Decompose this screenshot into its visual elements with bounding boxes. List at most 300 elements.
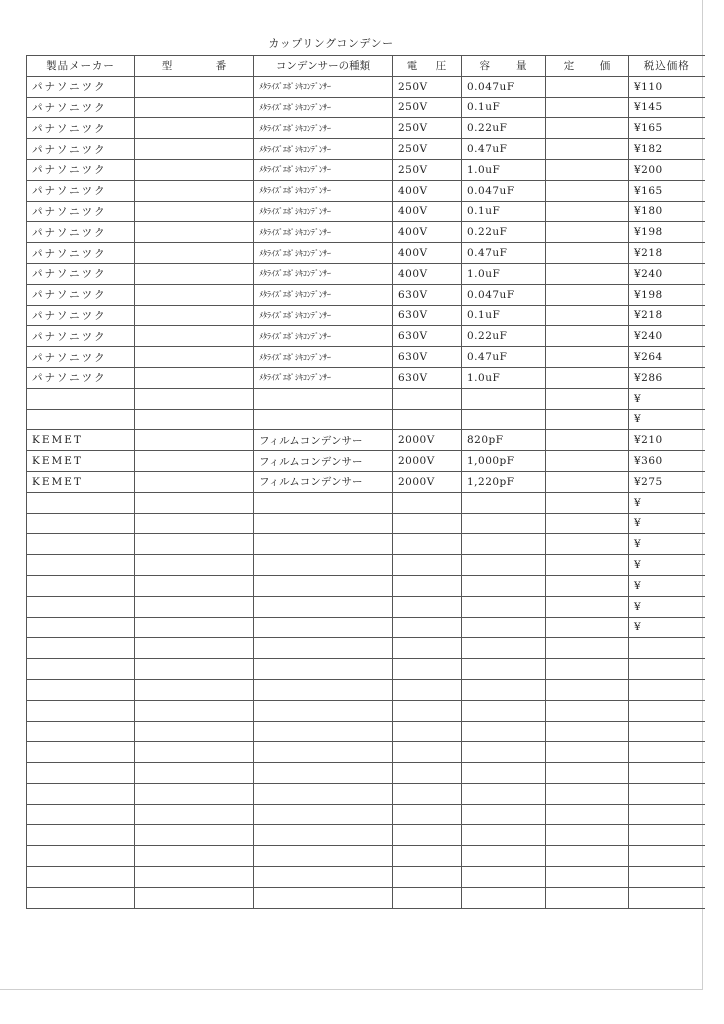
- table-row: [27, 305, 705, 326]
- list-price-cell: [546, 555, 629, 576]
- table-row: [27, 284, 705, 305]
- header-maker: 製品メーカー: [27, 56, 135, 77]
- model-cell: [135, 555, 254, 576]
- voltage-cell: 250V: [393, 76, 462, 97]
- kind-cell: [254, 804, 393, 825]
- table-row: [27, 700, 705, 721]
- voltage-cell: 250V: [393, 159, 462, 180]
- price-cell: [629, 638, 705, 659]
- voltage-cell: [393, 804, 462, 825]
- header-voltage-b: 圧: [435, 60, 448, 73]
- maker-cell: パナソニツク: [27, 243, 135, 264]
- table-row: [27, 846, 705, 867]
- price-cell: ¥218: [629, 243, 705, 264]
- header-capacity-a: 容: [479, 60, 491, 73]
- maker-cell: パナソニツク: [27, 76, 135, 97]
- table-row: [27, 783, 705, 804]
- price-cell: ¥: [629, 513, 705, 534]
- maker-cell: パナソニツク: [27, 326, 135, 347]
- model-cell: [135, 305, 254, 326]
- table-row: [27, 887, 705, 908]
- model-cell: [135, 139, 254, 160]
- kind-cell: [254, 492, 393, 513]
- voltage-cell: 630V: [393, 284, 462, 305]
- list-price-cell: [546, 284, 629, 305]
- model-cell: [135, 347, 254, 368]
- kind-cell: ﾒﾀﾗｲｽﾞｴﾎﾟｼｷｺﾝﾃﾞﾝｻｰ: [254, 201, 393, 222]
- list-price-cell: [546, 243, 629, 264]
- list-price-cell: [546, 367, 629, 388]
- maker-cell: パナソニツク: [27, 367, 135, 388]
- maker-cell: パナソニツク: [27, 201, 135, 222]
- price-cell: [629, 825, 705, 846]
- list-price-cell: [546, 721, 629, 742]
- price-cell: ¥: [629, 555, 705, 576]
- voltage-cell: 2000V: [393, 451, 462, 472]
- kind-cell: ﾒﾀﾗｲｽﾞｴﾎﾟｼｷｺﾝﾃﾞﾝｻｰ: [254, 347, 393, 368]
- header-voltage: [393, 56, 462, 77]
- capacity-cell: 0.47uF: [462, 139, 546, 160]
- voltage-cell: [393, 388, 462, 409]
- voltage-cell: [393, 700, 462, 721]
- list-price-cell: [546, 513, 629, 534]
- kind-cell: [254, 409, 393, 430]
- voltage-cell: [393, 638, 462, 659]
- table-row: [27, 763, 705, 784]
- capacity-cell: 0.47uF: [462, 243, 546, 264]
- kind-cell: ﾒﾀﾗｲｽﾞｴﾎﾟｼｷｺﾝﾃﾞﾝｻｰ: [254, 243, 393, 264]
- list-price-cell: [546, 742, 629, 763]
- table-row: [27, 492, 705, 513]
- list-price-cell: [546, 326, 629, 347]
- price-cell: [629, 763, 705, 784]
- header-list-a: 定: [563, 60, 575, 73]
- kind-cell: ﾒﾀﾗｲｽﾞｴﾎﾟｼｷｺﾝﾃﾞﾝｻｰ: [254, 97, 393, 118]
- kind-cell: ﾒﾀﾗｲｽﾞｴﾎﾟｼｷｺﾝﾃﾞﾝｻｰ: [254, 263, 393, 284]
- kind-cell: [254, 887, 393, 908]
- maker-cell: [27, 492, 135, 513]
- table-row: [27, 388, 705, 409]
- table-row: [27, 409, 705, 430]
- price-cell: ¥145: [629, 97, 705, 118]
- voltage-cell: [393, 575, 462, 596]
- maker-cell: [27, 638, 135, 659]
- kind-cell: [254, 742, 393, 763]
- capacity-cell: [462, 700, 546, 721]
- kind-cell: [254, 679, 393, 700]
- voltage-cell: 250V: [393, 97, 462, 118]
- table-row: [27, 367, 705, 388]
- kind-cell: [254, 555, 393, 576]
- table-row: [27, 180, 705, 201]
- list-price-cell: [546, 76, 629, 97]
- model-cell: [135, 326, 254, 347]
- list-price-cell: [546, 430, 629, 451]
- table-row: [27, 742, 705, 763]
- table-row: [27, 721, 705, 742]
- voltage-cell: [393, 867, 462, 888]
- voltage-cell: 630V: [393, 326, 462, 347]
- kind-cell: ﾒﾀﾗｲｽﾞｴﾎﾟｼｷｺﾝﾃﾞﾝｻｰ: [254, 159, 393, 180]
- maker-cell: パナソニツク: [27, 97, 135, 118]
- capacity-cell: 1,220pF: [462, 471, 546, 492]
- list-price-cell: [546, 451, 629, 472]
- list-price-cell: [546, 347, 629, 368]
- kind-cell: ﾒﾀﾗｲｽﾞｴﾎﾟｼｷｺﾝﾃﾞﾝｻｰ: [254, 305, 393, 326]
- kind-cell: フィルムコンデンサー: [254, 471, 393, 492]
- price-cell: ¥: [629, 617, 705, 638]
- capacity-cell: 0.22uF: [462, 222, 546, 243]
- voltage-cell: [393, 617, 462, 638]
- model-cell: [135, 243, 254, 264]
- kind-cell: [254, 534, 393, 555]
- kind-cell: [254, 846, 393, 867]
- model-cell: [135, 721, 254, 742]
- capacity-cell: [462, 783, 546, 804]
- model-cell: [135, 492, 254, 513]
- maker-cell: パナソニツク: [27, 180, 135, 201]
- table-row: [27, 804, 705, 825]
- price-cell: ¥: [629, 596, 705, 617]
- list-price-cell: [546, 617, 629, 638]
- list-price-cell: [546, 409, 629, 430]
- table-row: [27, 513, 705, 534]
- model-cell: [135, 451, 254, 472]
- list-price-cell: [546, 659, 629, 680]
- header-model-a: 型: [161, 60, 173, 73]
- list-price-cell: [546, 180, 629, 201]
- table-row: [27, 825, 705, 846]
- kind-cell: [254, 867, 393, 888]
- header-price: 税込価格: [629, 56, 705, 77]
- price-cell: ¥110: [629, 76, 705, 97]
- table-row: [27, 471, 705, 492]
- capacity-cell: 0.047uF: [462, 180, 546, 201]
- model-cell: [135, 783, 254, 804]
- price-cell: [629, 804, 705, 825]
- model-cell: [135, 118, 254, 139]
- model-cell: [135, 263, 254, 284]
- price-cell: ¥200: [629, 159, 705, 180]
- voltage-cell: [393, 596, 462, 617]
- capacity-cell: 0.047uF: [462, 76, 546, 97]
- model-cell: [135, 763, 254, 784]
- header-model: [135, 56, 254, 77]
- price-cell: ¥: [629, 492, 705, 513]
- table-row: [27, 679, 705, 700]
- capacity-cell: 820pF: [462, 430, 546, 451]
- list-price-cell: [546, 846, 629, 867]
- model-cell: [135, 97, 254, 118]
- maker-cell: [27, 596, 135, 617]
- list-price-cell: [546, 305, 629, 326]
- voltage-cell: 400V: [393, 243, 462, 264]
- maker-cell: [27, 679, 135, 700]
- voltage-cell: [393, 555, 462, 576]
- price-cell: ¥240: [629, 263, 705, 284]
- capacity-cell: 1.0uF: [462, 367, 546, 388]
- table-row: [27, 575, 705, 596]
- price-cell: [629, 867, 705, 888]
- capacity-cell: [462, 825, 546, 846]
- model-cell: [135, 180, 254, 201]
- price-cell: ¥182: [629, 139, 705, 160]
- price-cell: ¥264: [629, 347, 705, 368]
- kind-cell: ﾒﾀﾗｲｽﾞｴﾎﾟｼｷｺﾝﾃﾞﾝｻｰ: [254, 222, 393, 243]
- model-cell: [135, 804, 254, 825]
- voltage-cell: [393, 783, 462, 804]
- capacity-cell: 0.47uF: [462, 347, 546, 368]
- header-voltage-a: 電: [406, 60, 419, 73]
- model-cell: [135, 825, 254, 846]
- voltage-cell: [393, 659, 462, 680]
- price-cell: [629, 679, 705, 700]
- list-price-cell: [546, 700, 629, 721]
- table-header: [27, 56, 705, 77]
- list-price-cell: [546, 471, 629, 492]
- maker-cell: [27, 388, 135, 409]
- voltage-cell: [393, 513, 462, 534]
- header-kind: コンデンサーの種類: [254, 56, 393, 77]
- model-cell: [135, 513, 254, 534]
- list-price-cell: [546, 679, 629, 700]
- price-cell: ¥275: [629, 471, 705, 492]
- maker-cell: KEMET: [27, 451, 135, 472]
- kind-cell: フィルムコンデンサー: [254, 451, 393, 472]
- kind-cell: [254, 700, 393, 721]
- capacity-cell: [462, 596, 546, 617]
- price-cell: ¥: [629, 388, 705, 409]
- voltage-cell: [393, 409, 462, 430]
- voltage-cell: 250V: [393, 118, 462, 139]
- kind-cell: [254, 596, 393, 617]
- price-cell: ¥180: [629, 201, 705, 222]
- list-price-cell: [546, 201, 629, 222]
- page-title: カップリングコンデンー: [268, 37, 394, 50]
- maker-cell: パナソニツク: [27, 305, 135, 326]
- header-capacity: [462, 56, 546, 77]
- list-price-cell: [546, 222, 629, 243]
- kind-cell: フィルムコンデンサー: [254, 430, 393, 451]
- header-capacity-b: 量: [516, 60, 528, 73]
- maker-cell: [27, 721, 135, 742]
- maker-cell: [27, 846, 135, 867]
- maker-cell: [27, 887, 135, 908]
- model-cell: [135, 659, 254, 680]
- kind-cell: [254, 617, 393, 638]
- table-row: [27, 347, 705, 368]
- table-row: [27, 867, 705, 888]
- capacity-cell: [462, 388, 546, 409]
- price-cell: ¥240: [629, 326, 705, 347]
- list-price-cell: [546, 867, 629, 888]
- capacity-cell: [462, 867, 546, 888]
- model-cell: [135, 159, 254, 180]
- capacity-cell: [462, 659, 546, 680]
- model-cell: [135, 575, 254, 596]
- capacity-cell: 0.22uF: [462, 118, 546, 139]
- voltage-cell: 250V: [393, 139, 462, 160]
- capacity-cell: [462, 575, 546, 596]
- price-cell: [629, 887, 705, 908]
- model-cell: [135, 700, 254, 721]
- kind-cell: [254, 388, 393, 409]
- price-cell: [629, 742, 705, 763]
- kind-cell: [254, 825, 393, 846]
- table-row: [27, 534, 705, 555]
- price-cell: ¥286: [629, 367, 705, 388]
- price-cell: ¥: [629, 409, 705, 430]
- kind-cell: ﾒﾀﾗｲｽﾞｴﾎﾟｼｷｺﾝﾃﾞﾝｻｰ: [254, 180, 393, 201]
- table-row: [27, 326, 705, 347]
- table-row: [27, 263, 705, 284]
- price-cell: [629, 846, 705, 867]
- model-cell: [135, 867, 254, 888]
- list-price-cell: [546, 887, 629, 908]
- kind-cell: [254, 659, 393, 680]
- maker-cell: [27, 825, 135, 846]
- capacity-cell: 0.1uF: [462, 201, 546, 222]
- table-row: [27, 451, 705, 472]
- kind-cell: ﾒﾀﾗｲｽﾞｴﾎﾟｼｷｺﾝﾃﾞﾝｻｰ: [254, 118, 393, 139]
- list-price-cell: [546, 97, 629, 118]
- kind-cell: ﾒﾀﾗｲｽﾞｴﾎﾟｼｷｺﾝﾃﾞﾝｻｰ: [254, 367, 393, 388]
- model-cell: [135, 471, 254, 492]
- capacity-cell: 0.22uF: [462, 326, 546, 347]
- model-cell: [135, 846, 254, 867]
- table-row: [27, 159, 705, 180]
- model-cell: [135, 638, 254, 659]
- table-row: [27, 596, 705, 617]
- capacity-cell: [462, 492, 546, 513]
- voltage-cell: [393, 721, 462, 742]
- voltage-cell: [393, 825, 462, 846]
- capacity-cell: [462, 721, 546, 742]
- maker-cell: パナソニツク: [27, 284, 135, 305]
- model-cell: [135, 430, 254, 451]
- capacity-cell: [462, 534, 546, 555]
- list-price-cell: [546, 783, 629, 804]
- maker-cell: パナソニツク: [27, 118, 135, 139]
- capacity-cell: [462, 804, 546, 825]
- model-cell: [135, 742, 254, 763]
- voltage-cell: 400V: [393, 263, 462, 284]
- price-cell: ¥198: [629, 284, 705, 305]
- model-cell: [135, 596, 254, 617]
- voltage-cell: 630V: [393, 367, 462, 388]
- model-cell: [135, 887, 254, 908]
- maker-cell: [27, 867, 135, 888]
- voltage-cell: 2000V: [393, 471, 462, 492]
- table-row: [27, 118, 705, 139]
- voltage-cell: [393, 534, 462, 555]
- voltage-cell: 400V: [393, 180, 462, 201]
- voltage-cell: [393, 887, 462, 908]
- list-price-cell: [546, 596, 629, 617]
- list-price-cell: [546, 575, 629, 596]
- price-cell: [629, 659, 705, 680]
- list-price-cell: [546, 263, 629, 284]
- kind-cell: ﾒﾀﾗｲｽﾞｴﾎﾟｼｷｺﾝﾃﾞﾝｻｰ: [254, 76, 393, 97]
- list-price-cell: [546, 139, 629, 160]
- table-row: [27, 430, 705, 451]
- model-cell: [135, 284, 254, 305]
- capacity-cell: [462, 679, 546, 700]
- model-cell: [135, 534, 254, 555]
- maker-cell: パナソニツク: [27, 347, 135, 368]
- voltage-cell: [393, 742, 462, 763]
- header-row: [27, 56, 705, 77]
- table-row: [27, 97, 705, 118]
- capacity-cell: [462, 887, 546, 908]
- price-cell: [629, 700, 705, 721]
- header-model-b: 番: [215, 60, 227, 73]
- price-table: [26, 55, 705, 909]
- capacity-cell: [462, 846, 546, 867]
- table-row: [27, 659, 705, 680]
- capacity-cell: [462, 617, 546, 638]
- voltage-cell: 400V: [393, 222, 462, 243]
- maker-cell: [27, 555, 135, 576]
- maker-cell: パナソニツク: [27, 263, 135, 284]
- price-cell: ¥210: [629, 430, 705, 451]
- price-cell: [629, 721, 705, 742]
- capacity-cell: 0.1uF: [462, 97, 546, 118]
- list-price-cell: [546, 534, 629, 555]
- table-row: [27, 222, 705, 243]
- price-cell: ¥: [629, 575, 705, 596]
- list-price-cell: [546, 825, 629, 846]
- kind-cell: [254, 513, 393, 534]
- capacity-cell: [462, 763, 546, 784]
- table-row: [27, 617, 705, 638]
- voltage-cell: 2000V: [393, 430, 462, 451]
- capacity-cell: [462, 409, 546, 430]
- table-row: [27, 638, 705, 659]
- model-cell: [135, 388, 254, 409]
- voltage-cell: [393, 763, 462, 784]
- capacity-cell: 1.0uF: [462, 263, 546, 284]
- capacity-cell: [462, 555, 546, 576]
- maker-cell: [27, 659, 135, 680]
- maker-cell: [27, 534, 135, 555]
- table-row: [27, 139, 705, 160]
- price-cell: ¥165: [629, 118, 705, 139]
- model-cell: [135, 222, 254, 243]
- table-row: [27, 76, 705, 97]
- price-cell: [629, 783, 705, 804]
- voltage-cell: [393, 846, 462, 867]
- maker-cell: [27, 700, 135, 721]
- maker-cell: [27, 742, 135, 763]
- price-cell: ¥218: [629, 305, 705, 326]
- table-row: [27, 555, 705, 576]
- maker-cell: KEMET: [27, 471, 135, 492]
- list-price-cell: [546, 118, 629, 139]
- maker-cell: KEMET: [27, 430, 135, 451]
- kind-cell: ﾒﾀﾗｲｽﾞｴﾎﾟｼｷｺﾝﾃﾞﾝｻｰ: [254, 284, 393, 305]
- table-body: [27, 76, 705, 908]
- maker-cell: パナソニツク: [27, 159, 135, 180]
- price-cell: ¥: [629, 534, 705, 555]
- maker-cell: パナソニツク: [27, 139, 135, 160]
- voltage-cell: 630V: [393, 305, 462, 326]
- model-cell: [135, 76, 254, 97]
- kind-cell: ﾒﾀﾗｲｽﾞｴﾎﾟｼｷｺﾝﾃﾞﾝｻｰ: [254, 326, 393, 347]
- kind-cell: [254, 638, 393, 659]
- voltage-cell: [393, 679, 462, 700]
- list-price-cell: [546, 763, 629, 784]
